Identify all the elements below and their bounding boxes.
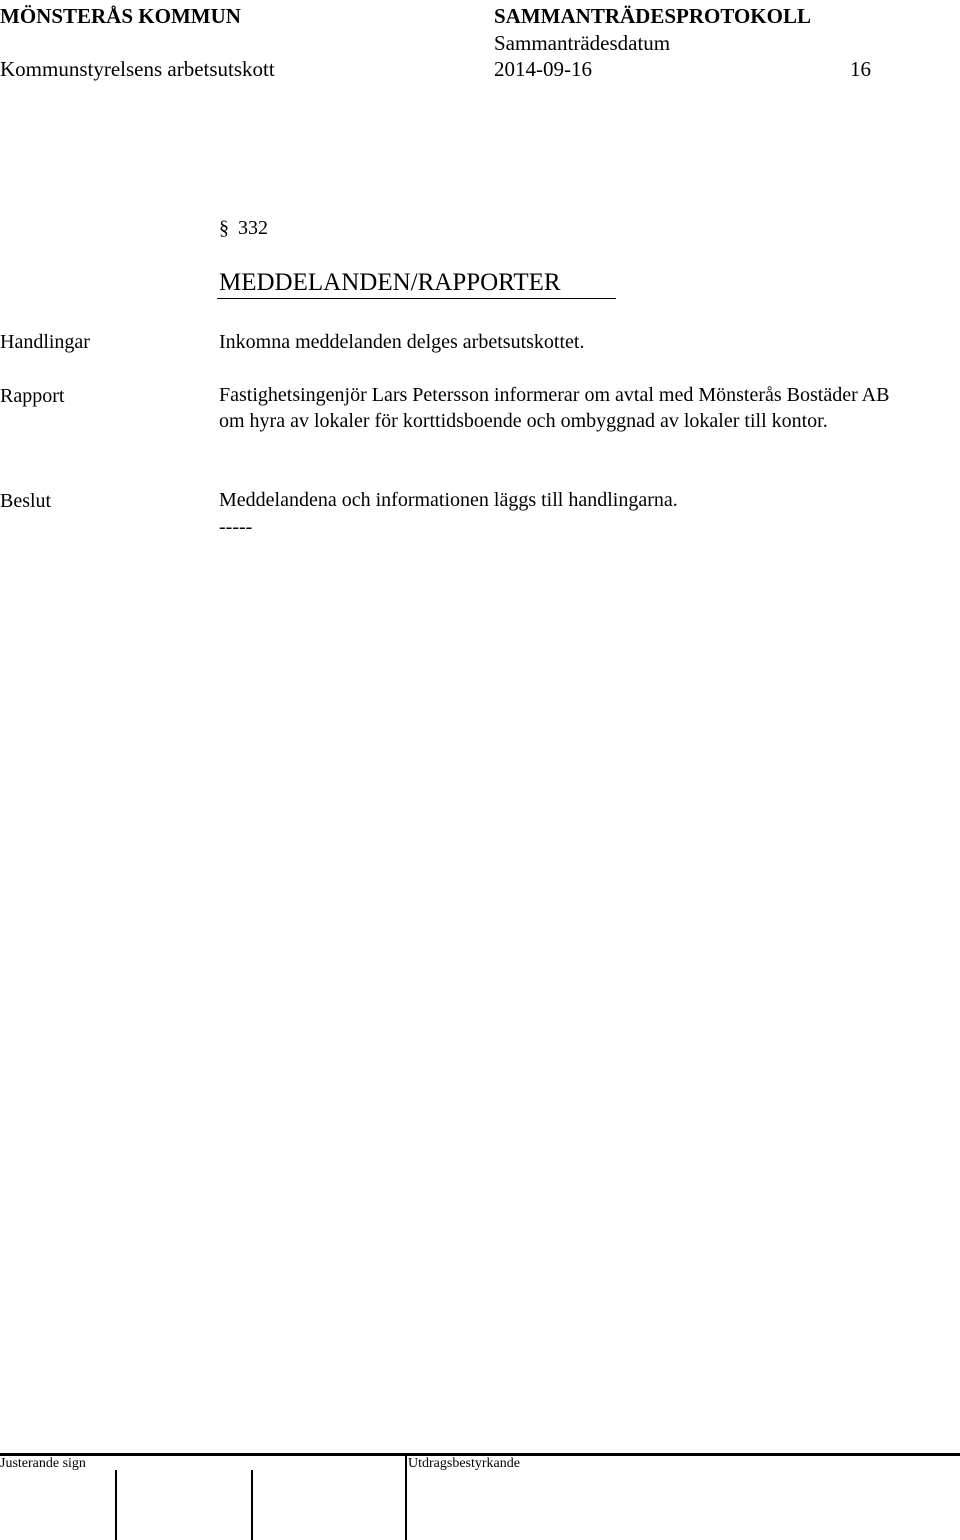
row-label-rapport: Rapport (0, 385, 65, 407)
signature-box-divider-2 (251, 1470, 253, 1540)
signature-box-divider-1 (115, 1470, 117, 1540)
footer-left-label: Justerande sign (0, 1456, 86, 1471)
row-text-beslut: Meddelandena och informationen läggs till handlingarna. (219, 489, 678, 511)
section-symbol: § (219, 217, 229, 239)
signature-box-divider-3 (405, 1456, 407, 1540)
section-number: 332 (238, 217, 268, 239)
row-text-handlingar: Inkomna meddelanden delges arbetsutskottet. (219, 331, 585, 353)
title-underline (217, 298, 616, 299)
committee-name: Kommunstyrelsens arbetsutskott (0, 57, 275, 81)
end-marker: ----- (219, 516, 253, 538)
section-heading (219, 215, 268, 241)
row-text-rapport: Fastighetsingenjör Lars Petersson informerar om avtal med Mönsterås Bostäder AB om hyra av lokaler för korttidsboende och ombyggnad av lokaler till kontor. (219, 384, 890, 432)
document-type: SAMMANTRÄDESPROTOKOLL (494, 4, 811, 28)
municipality-name: MÖNSTERÅS KOMMUN (0, 4, 241, 28)
row-label-beslut: Beslut (0, 490, 52, 512)
row-label-handlingar: Handlingar (0, 331, 90, 353)
page-number: 16 (850, 57, 871, 81)
footer-right-label: Utdragsbestyrkande (408, 1456, 520, 1471)
meeting-date: 2014-09-16 (494, 57, 592, 81)
section-title: MEDDELANDEN/RAPPORTER (219, 269, 561, 296)
date-label: Sammanträdesdatum (494, 31, 671, 55)
